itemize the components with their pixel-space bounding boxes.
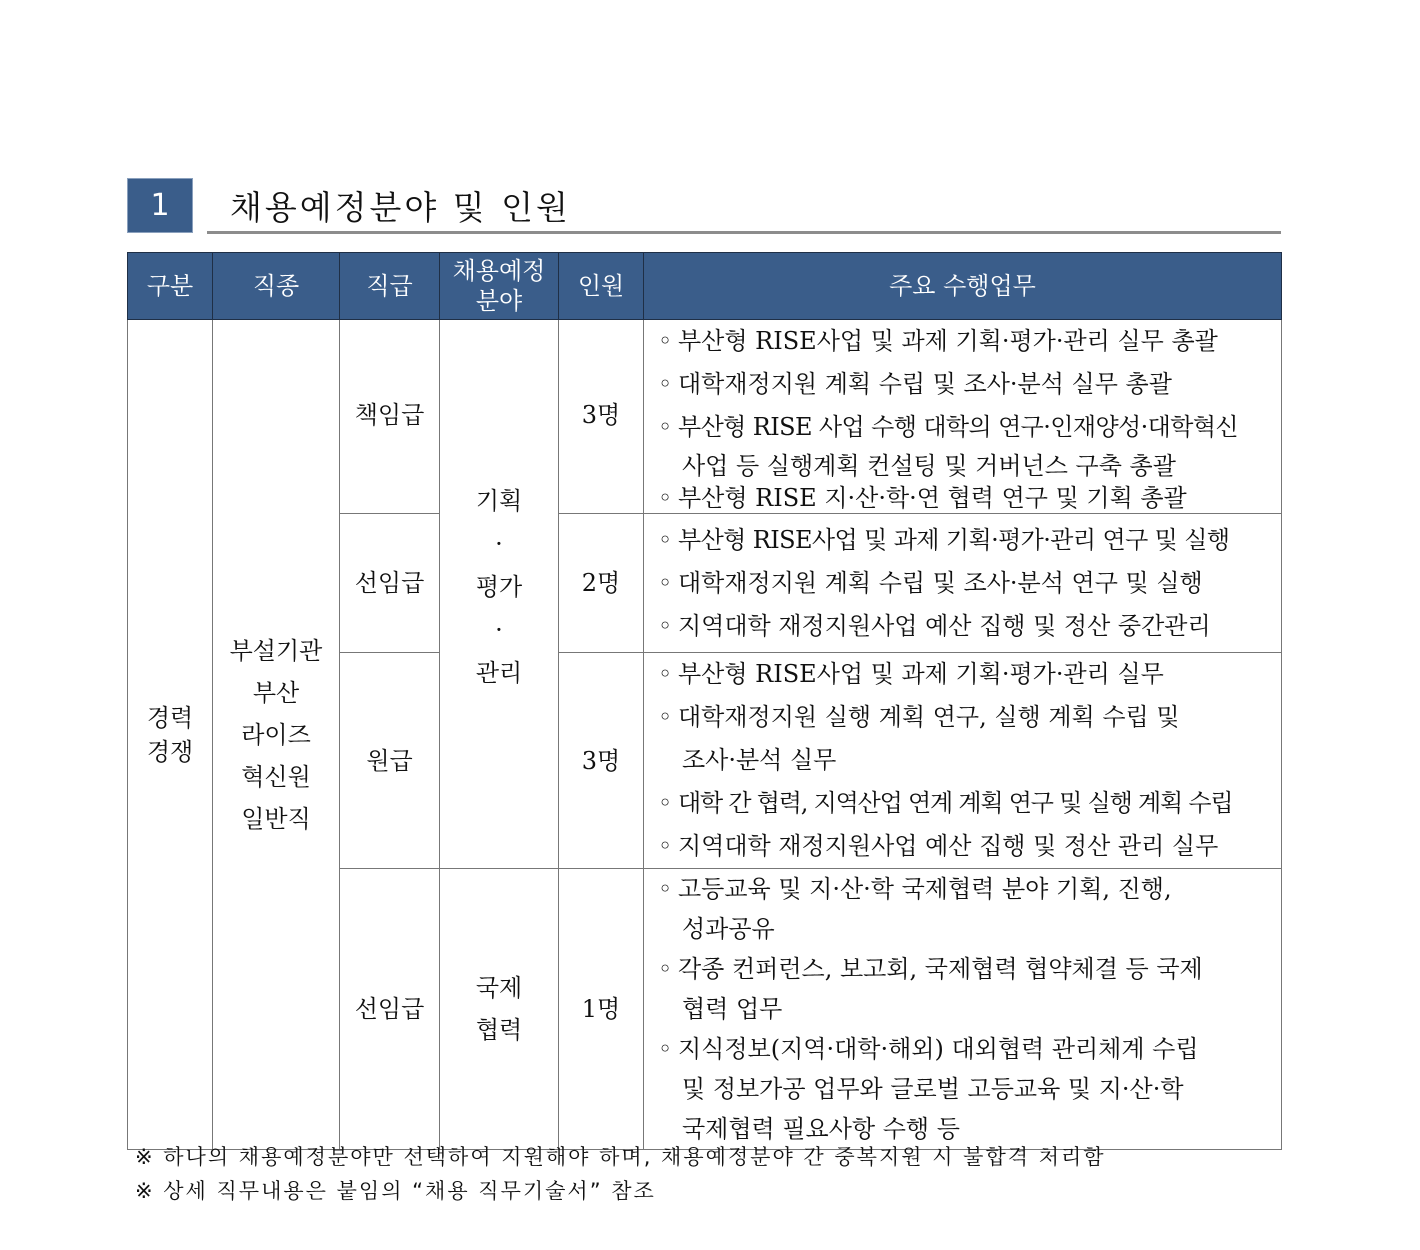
job-type-line: 라이즈 [241,720,311,749]
header-duties: 주요 수행업무 [644,253,1282,320]
category-line: 경력 [146,703,194,732]
duty-item: ◦ 지식정보(지역·대학·해외) 대외협력 관리체계 수립 [658,1029,1269,1069]
notes-section [135,1140,1106,1208]
bullet-icon: ◦ [658,660,673,688]
grade-cell: 선임급 [340,869,440,1150]
header-category: 구분 [128,253,213,320]
bullet-icon: ◦ [658,525,672,554]
bullet-icon: ◦ [658,484,673,512]
duty-item: ◦ 지역대학 재정지원사업 예산 집행 및 정산 관리 실무 [658,825,1269,868]
note-item: ※ 하나의 채용예정분야만 선택하여 지원해야 하며, 채용예정분야 간 중복지원 시 불합격 처리함 [135,1145,1106,1169]
recruitment-table [127,252,1282,1150]
bullet-icon: ◦ [658,370,673,398]
duty-item-continuation: 성과공유 [682,915,775,943]
category-cell [128,320,213,1150]
grade-cell: 원급 [340,653,440,869]
table-header-row [128,253,1282,320]
duty-item: ◦ 각종 컨퍼런스, 보고회, 국제협력 협약체결 등 국제 [658,949,1269,989]
job-type-line: 일반직 [241,804,311,833]
bullet-icon: ◦ [658,1035,673,1063]
duty-item: ◦ 대학재정지원 실행 계획 연구, 실행 계획 수립 및 [658,696,1269,739]
duty-item: ◦ 부산형 RISE사업 및 과제 기획·평가·관리 실무 [658,653,1269,696]
header-job-type: 직종 [213,253,340,320]
field-cell-international [440,869,559,1150]
duties-cell [644,869,1282,1150]
headcount-cell: 1명 [559,869,644,1150]
duty-item-continuation: 국제협력 필요사항 수행 등 [682,1115,960,1143]
job-type-line: 부산 [252,678,300,707]
duties-cell [644,653,1282,869]
duty-item: ◦ 부산형 RISE 지·산·학·연 협력 연구 및 기획 총괄 [658,484,1187,512]
duty-item-continuation: 협력 업무 [682,995,783,1023]
job-type-cell [213,320,340,1150]
headcount-cell: 2명 [559,514,644,653]
headcount-cell: 3명 [559,320,644,514]
table-row [128,320,1282,514]
field-line: 기획 [475,487,523,515]
duty-item-continuation: 조사·분석 실무 [682,746,837,774]
bullet-icon: ◦ [658,789,671,817]
note-item: ※ 상세 직무내용은 붙임의 “채용 직무기술서” 참조 [135,1179,656,1203]
section-number-badge: 1 [127,178,193,233]
grade-cell: 책임급 [340,320,440,514]
grade-cell: 선임급 [340,514,440,653]
field-line: 평가 [475,573,523,601]
header-field-line2: 분야 [475,287,523,315]
field-line: 협력 [475,1016,523,1044]
title-underline-divider [207,231,1281,234]
job-type-line: 부설기관 [229,636,323,665]
category-line: 경쟁 [146,737,194,766]
duty-item: ◦ 대학 간 협력, 지역산업 연계 계획 연구 및 실행 계획 수립 [658,782,1269,825]
bullet-icon: ◦ [658,875,673,903]
duty-item: ◦ 고등교육 및 지·산·학 국제협력 분야 기획, 진행, [658,869,1269,909]
header-headcount: 인원 [559,253,644,320]
bullet-icon: ◦ [658,413,672,441]
duty-item: ◦ 대학재정지원 계획 수립 및 조사·분석 실무 총괄 [658,363,1269,406]
section-title: 채용예정분야 및 인원 [230,188,571,227]
job-type-line: 혁신원 [241,762,311,791]
bullet-icon: ◦ [658,568,673,597]
duty-item: ◦ 부산형 RISE사업 및 과제 기획·평가·관리 실무 총괄 [658,320,1269,363]
field-line: · [495,616,503,644]
bullet-icon: ◦ [658,703,673,731]
field-cell-planning [440,320,559,869]
headcount-cell: 3명 [559,653,644,869]
duties-cell [644,320,1282,514]
bullet-icon: ◦ [658,955,673,983]
duty-item: ◦ 대학재정지원 계획 수립 및 조사·분석 연구 및 실행 [658,562,1269,605]
field-line: 관리 [475,659,523,687]
duties-cell [644,514,1282,653]
header-field-line1: 채용예정 [452,257,546,285]
bullet-icon: ◦ [658,327,673,355]
duty-item-continuation: 사업 등 실행계획 컨설팅 및 거버넌스 구축 총괄 [682,452,1176,480]
bullet-icon: ◦ [658,611,673,640]
header-grade: 직급 [340,253,440,320]
duty-item: ◦ 부산형 RISE사업 및 과제 기획·평가·관리 연구 및 실행 [658,519,1269,562]
duty-item: ◦ 부산형 RISE 사업 수행 대학의 연구·인재양성·대학혁신 [658,406,1269,449]
field-line: · [495,530,503,558]
bullet-icon: ◦ [658,832,673,860]
field-line: 국제 [475,974,523,1002]
header-field [440,253,559,320]
duty-item-continuation: 및 정보가공 업무와 글로벌 고등교육 및 지·산·학 [682,1075,1184,1103]
duty-item: ◦ 지역대학 재정지원사업 예산 집행 및 정산 중간관리 [658,605,1269,648]
